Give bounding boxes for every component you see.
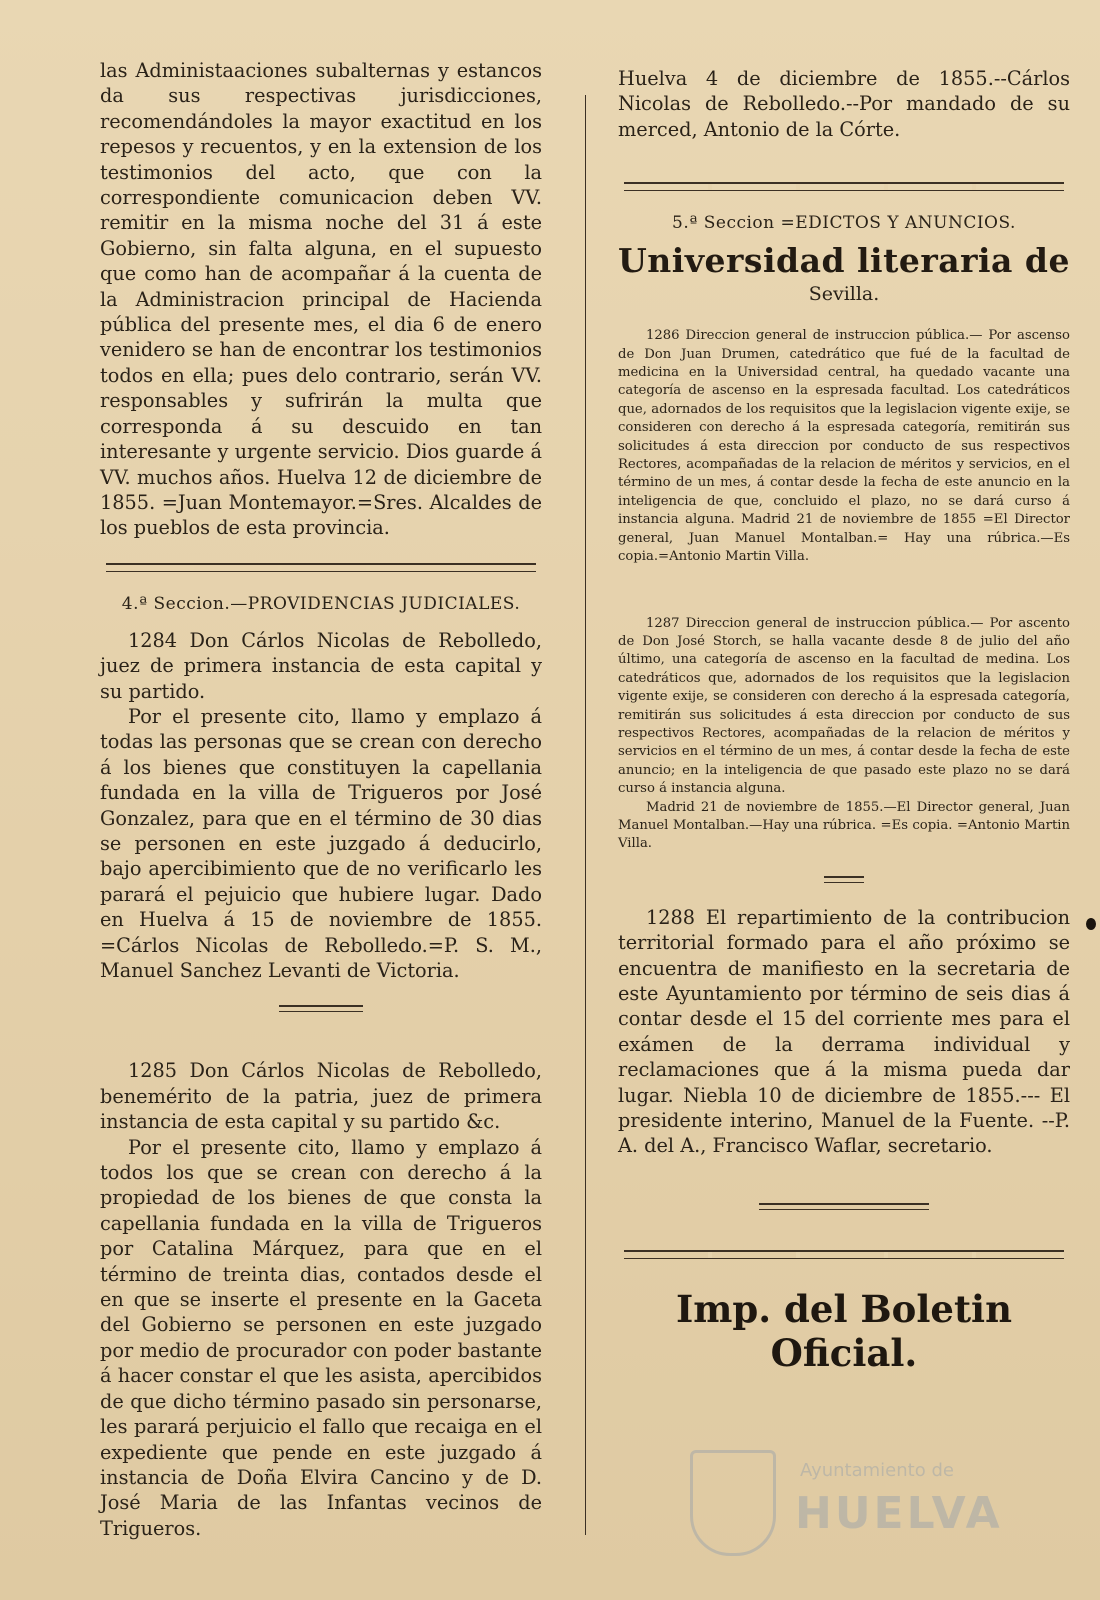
university-title: Universidad literaria de: [618, 241, 1070, 281]
ink-spot: [1086, 918, 1096, 930]
printer-imprint: Imp. del Boletin Oficial.: [675, 1286, 1013, 1375]
item-divider: [824, 876, 864, 883]
closing-divider: [624, 1250, 1064, 1259]
watermark-line2: HUELVA: [795, 1488, 1003, 1539]
left-column: [100, 58, 542, 1541]
column-rule: [585, 95, 586, 1535]
opening-paragraph: las Administaaciones subalternas y estancos da sus respectivas jurisdicciones, recomendándoles la mayor exactitud en los repesos y recuentos, y en la extension de los testimonios del acto, que con la correspondiente comunicacion deben VV. remitir en la misma noche del 31 á este Gobierno, sin falta alguna, en el supuesto que como han de acompañar á la cuenta de la Administracion principal de Hacienda pública del presente mes, el dia 6 de enero venidero se han de encontrar los testimonios todos en ella; pues delo contrario, serán VV. responsables y sufrirán la multa que corresponda á su descuido en tan interesante y urgente servicio. Dios guarde á VV. muchos años. Huelva 12 de diciembre de 1855. =Juan Montemayor.=Sres. Alcaldes de los pueblos de esta provincia.: [100, 59, 542, 540]
item-1284-body: Por el presente cito, llamo y emplazo á todas las personas que se crean con derecho á los bienes que constituyen la capellania fundada en la villa de Trigueros por José Gonzalez, para que en el término de 30 dias se personen en este juzgado á deducirlo, bajo apercibimiento que de no verificarlo les parará el pejuicio que hubiere lugar. Dado en Huelva á 15 de noviembre de 1855. =Cárlos Nicolas de Rebolledo.=P. S. M., Manuel Sanchez Levanti de Victoria.: [100, 704, 542, 982]
continuation-signature: Huelva 4 de diciembre de 1855.--Cárlos Nicolas de Rebolledo.--Por mandado de su merced, Antonio de la Córte.: [618, 67, 1070, 141]
section-4-heading: 4.ª Seccion.—PROVIDENCIAS JUDICIALES.: [121, 593, 521, 614]
item-1287: 1287 Direccion general de instruccion pública.— Por ascento de Don José Storch, se halla vacante desde 8 de julio del año último, una categoría de ascenso en la facultad de medina. Los catedráticos que, adornados de los requisitos que la legislacion vigente exije, se consideren con derecho á la espresada categoría, remitirán sus solicitudes á esta direccion por conducto de sus respectivos Rectores, acompañadas de la relacion de méritos y servicios en el término de un mes, á contar desde la fecha de este anuncio; en la inteligencia de que pasado este plazo no se dará curso á instancia alguna.: [618, 615, 1070, 797]
archive-watermark: [690, 1440, 1070, 1570]
coat-of-arms-icon: [690, 1450, 776, 1556]
item-divider: [759, 1203, 929, 1210]
item-divider: [279, 1005, 363, 1012]
item-1288: 1288 El repartimiento de la contribucion territorial formado para el año próximo se encuentra de manifiesto en la secretaria de este Ayuntamiento por término de seis dias á contar desde el 15 del corriente mes para el exámen de la derrama individual y reclamaciones que á la misma pueda dar lugar. Niebla 10 de diciembre de 1855.--- El presidente interino, Manuel de la Fuente. --P. A. del A., Francisco Waflar, secretario.: [618, 905, 1070, 1158]
item-1284-intro: 1284 Don Cárlos Nicolas de Rebolledo, juez de primera instancia de esta capital y su partido.: [100, 628, 542, 703]
item-1285-intro: 1285 Don Cárlos Nicolas de Rebolledo, benemérito de la patria, juez de primera instancia de esta capital y su partido &c.: [100, 1059, 542, 1134]
item-1287-signature: Madrid 21 de noviembre de 1855.—El Director general, Juan Manuel Montalban.—Hay una rúbrica. =Es copia. =Antonio Martin Villa.: [618, 799, 1070, 852]
right-column: [618, 66, 1070, 1375]
item-1285-body: Por el presente cito, llamo y emplazo á todos los que se crean con derecho á la propiedad de los bienes de que consta la capellania fundada en la villa de Trigueros por Catalina Márquez, para que en el término de treinta dias, contados desde el en que se inserte el presente en la Gaceta del Gobierno se personen en este juzgado por medio de procurador con poder bastante á hacer constar el que les asista, apercibidos de que dicho término pasado sin personarse, les parará perjuicio el fallo que recaiga en el expediente que pende en este juzgado á instancia de Doña Elvira Cancino y de D. José Maria de las Infantas vecinos de Trigueros.: [100, 1135, 542, 1540]
university-subtitle: Sevilla.: [808, 283, 880, 306]
section-5-heading: 5.ª Seccion =EDICTOS Y ANUNCIOS.: [672, 213, 1016, 234]
section-divider: [624, 182, 1064, 191]
item-1286: 1286 Direccion general de instruccion pública.— Por ascenso de Don Juan Drumen, catedrático que fué de la facultad de medicina en la Universidad central, ha quedado vacante una categoría de ascenso en la espresada facultad. Los catedráticos que, adornados de los requisitos que la legislacion vigente exije, se consideren con derecho á la espresada categoría, remitirán sus solicitudes á esta direccion por conducto de sus respectivos Rectores, acompañadas de la relacion de méritos y servicios, en el término de un mes, á contar desde la fecha de este anuncio en la inteligencia de que, concluido el plazo, no se dará curso á instancia alguna. Madrid 21 de noviembre de 1855 =El Director general, Juan Manuel Montalban.= Hay una rúbrica.—Es copia.=Antonio Martin Villa.: [618, 328, 1070, 565]
watermark-line1: Ayuntamiento de: [800, 1460, 954, 1481]
section-divider: [106, 563, 536, 572]
